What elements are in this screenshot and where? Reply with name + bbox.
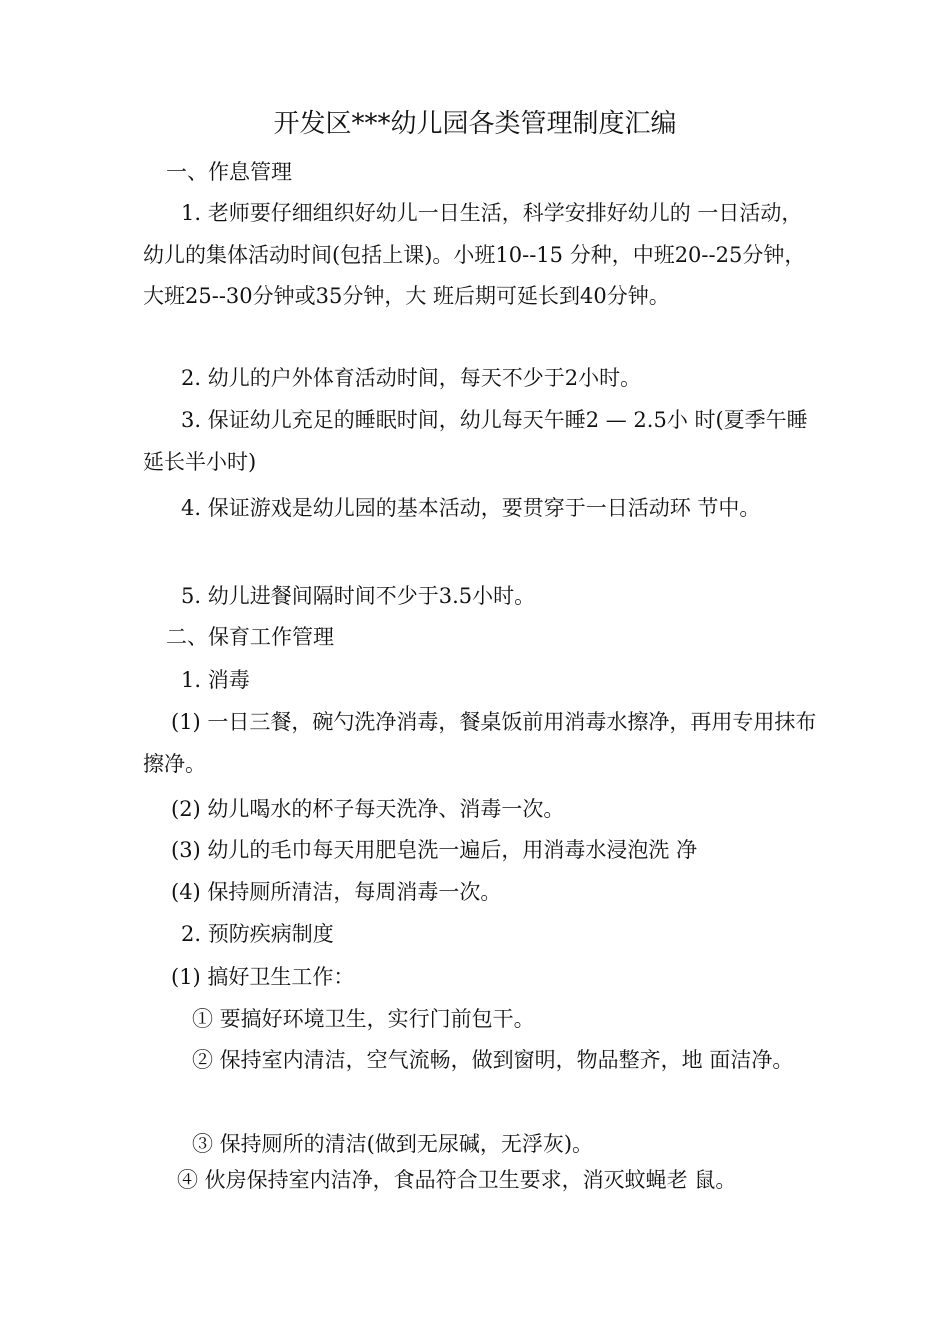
section-heading-routine: 一、作息管理: [166, 160, 292, 184]
list-item-disinfection-3: (3) 幼儿的毛巾每天用肥皂洗一遍后，用消毒水浸泡洗 净: [171, 838, 698, 862]
subheading-disinfection: 1. 消毒: [181, 668, 250, 692]
paragraph-routine-4: 4. 保证游戏是幼儿园的基本活动，要贯穿于一日活动环 节中。: [181, 496, 761, 520]
list-item-hygiene-c: ③ 保持厕所的清洁(做到无尿碱，无浮灰)。: [192, 1132, 594, 1156]
list-item-disinfection-1: (1) 一日三餐，碗勺洗净消毒，餐桌饭前用消毒水擦净，再用专用抹布擦净。: [143, 710, 817, 776]
list-item-hygiene-b: ② 保持室内清洁，空气流畅，做到窗明，物品整齐，地 面洁净。: [192, 1048, 794, 1072]
paragraph-routine-1: 1. 老师要仔细组织好幼儿一日生活，科学安排好幼儿的 一日活动，幼儿的集体活动时间(包括上课)。小班10--15 分种，中班20--25分钟，大班25--30分钟或35分钟，大 班后期可延长到40分钟。: [143, 201, 806, 308]
subheading-disease-prevention: 2. 预防疾病制度: [181, 922, 334, 946]
paragraph-routine-5: 5. 幼儿进餐间隔时间不少于3.5小时。: [181, 584, 536, 608]
list-item-disinfection-4: (4) 保持厕所清洁，每周消毒一次。: [171, 880, 502, 904]
list-item-disinfection-2: (2) 幼儿喝水的杯子每天洗净、消毒一次。: [171, 797, 565, 821]
document-title: 开发区***幼儿园各类管理制度汇编: [273, 109, 677, 139]
paragraph-routine-2: 2. 幼儿的户外体育活动时间，每天不少于2小时。: [181, 366, 642, 390]
paragraph-routine-3: 3. 保证幼儿充足的睡眠时间，幼儿每天午睡2 — 2.5小 时(夏季午睡延长半小时): [143, 408, 808, 474]
list-item-hygiene: (1) 搞好卫生工作：: [171, 965, 355, 989]
list-item-hygiene-a: ① 要搞好环境卫生，实行门前包干。: [192, 1007, 535, 1031]
section-heading-care: 二、保育工作管理: [166, 625, 334, 649]
list-item-hygiene-d: ④ 伙房保持室内洁净，食品符合卫生要求，消灭蚊蝇老 鼠。: [177, 1168, 737, 1192]
